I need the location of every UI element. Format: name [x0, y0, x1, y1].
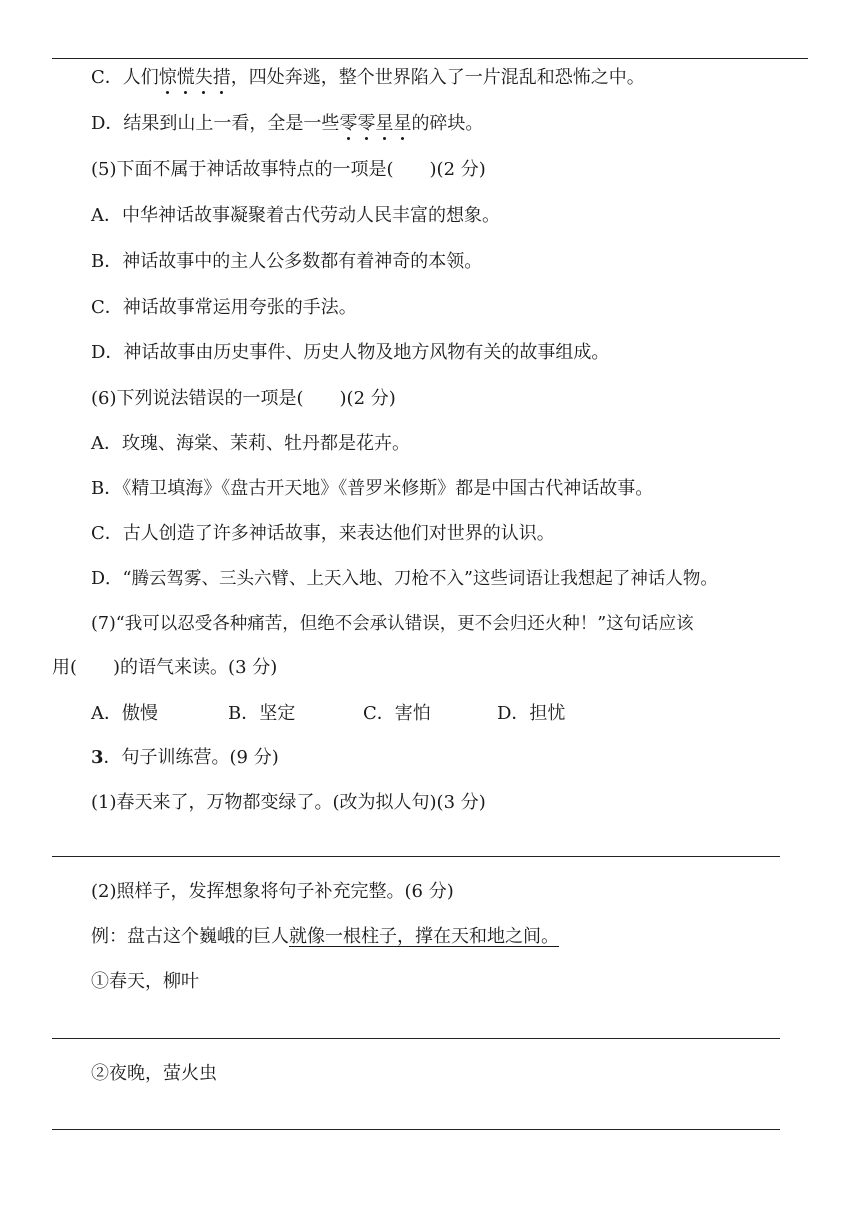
q7-stem-line1: (7)“我可以忍受各种痛苦，但绝不会承认错误，更不会归还火种！”这句话应该 [91, 614, 694, 634]
dotted-char: 星 [375, 113, 394, 134]
answer-line-1[interactable] [52, 856, 780, 857]
q5-stem: (5)下面不属于神话故事特点的一项是( )(2 分) [91, 159, 486, 180]
dotted-phrase [159, 67, 231, 88]
q7-option-d: D．担忧 [497, 703, 566, 724]
q5-option-a: A．中华神话故事凝聚着古代劳动人民丰富的想象。 [91, 205, 500, 226]
q5-option-c: C．神话故事常运用夸张的手法。 [91, 297, 357, 318]
dotted-char: 星 [393, 113, 412, 134]
q7-option-a: A．傲慢 [91, 703, 158, 724]
top-rule [52, 58, 808, 59]
example-underlined: 就像一根柱子，撑在天和地之间。 [289, 926, 559, 947]
answer-line-3[interactable] [52, 1129, 780, 1130]
q7-stem-line2: 用( )的语气来读。(3 分) [52, 657, 278, 678]
q6-option-b: B．《精卫填海》《盘古开天地》《普罗米修斯》都是中国古代神话故事。 [91, 478, 654, 499]
dotted-char: 措 [212, 67, 231, 88]
q3-sub1-stem: (1)春天来了，万物都变绿了。(改为拟人句)(3 分) [91, 792, 486, 813]
q5-option-d: D．神话故事由历史事件、历史人物及地方风物有关的故事组成。 [91, 342, 610, 363]
q7-option-c: C．害怕 [363, 703, 431, 724]
q7-option-b: B．坚定 [228, 703, 296, 724]
q6-option-c: C．古人创造了许多神话故事，来表达他们对世界的认识。 [91, 523, 555, 544]
q6-option-d: D．“腾云驾雾、三头六臂、上天入地、刀枪不入”这些词语让我想起了神话人物。 [91, 569, 718, 589]
q6-stem: (6)下列说法错误的一项是( )(2 分) [91, 388, 396, 409]
q5-option-b: B．神话故事中的主人公多数都有着神奇的本领。 [91, 251, 483, 272]
q3-heading: 3．句子训练营。(9 分) [91, 747, 279, 768]
q3-number: 3 [91, 747, 104, 768]
q3-sub1-note: (改为拟人句) [332, 792, 437, 813]
dotted-char: 惊 [158, 67, 177, 88]
q3-sub2-example: 例：盘古这个巍峨的巨人就像一根柱子，撑在天和地之间。 [91, 926, 559, 947]
answer-line-2[interactable] [52, 1038, 780, 1039]
q6-option-a: A．玫瑰、海棠、茉莉、牡丹都是花卉。 [91, 433, 410, 454]
q3-sub2-item1: ①春天，柳叶 [91, 971, 199, 992]
dotted-phrase [339, 113, 411, 134]
q4-option-c: C．人们惊慌失措，四处奔逃，整个世界陷入了一片混乱和恐怖之中。 [91, 67, 645, 88]
q3-sub2-item2: ②夜晚，萤火虫 [91, 1063, 217, 1084]
dotted-char: 零 [357, 113, 376, 134]
q3-sub2-stem: (2)照样子，发挥想象将句子补充完整。(6 分) [91, 881, 454, 902]
dotted-char: 慌 [176, 67, 195, 88]
q4-option-d: D．结果到山上一看，全是一些零零星星的碎块。 [91, 113, 484, 134]
dotted-char: 零 [339, 113, 358, 134]
dotted-char: 失 [194, 67, 213, 88]
